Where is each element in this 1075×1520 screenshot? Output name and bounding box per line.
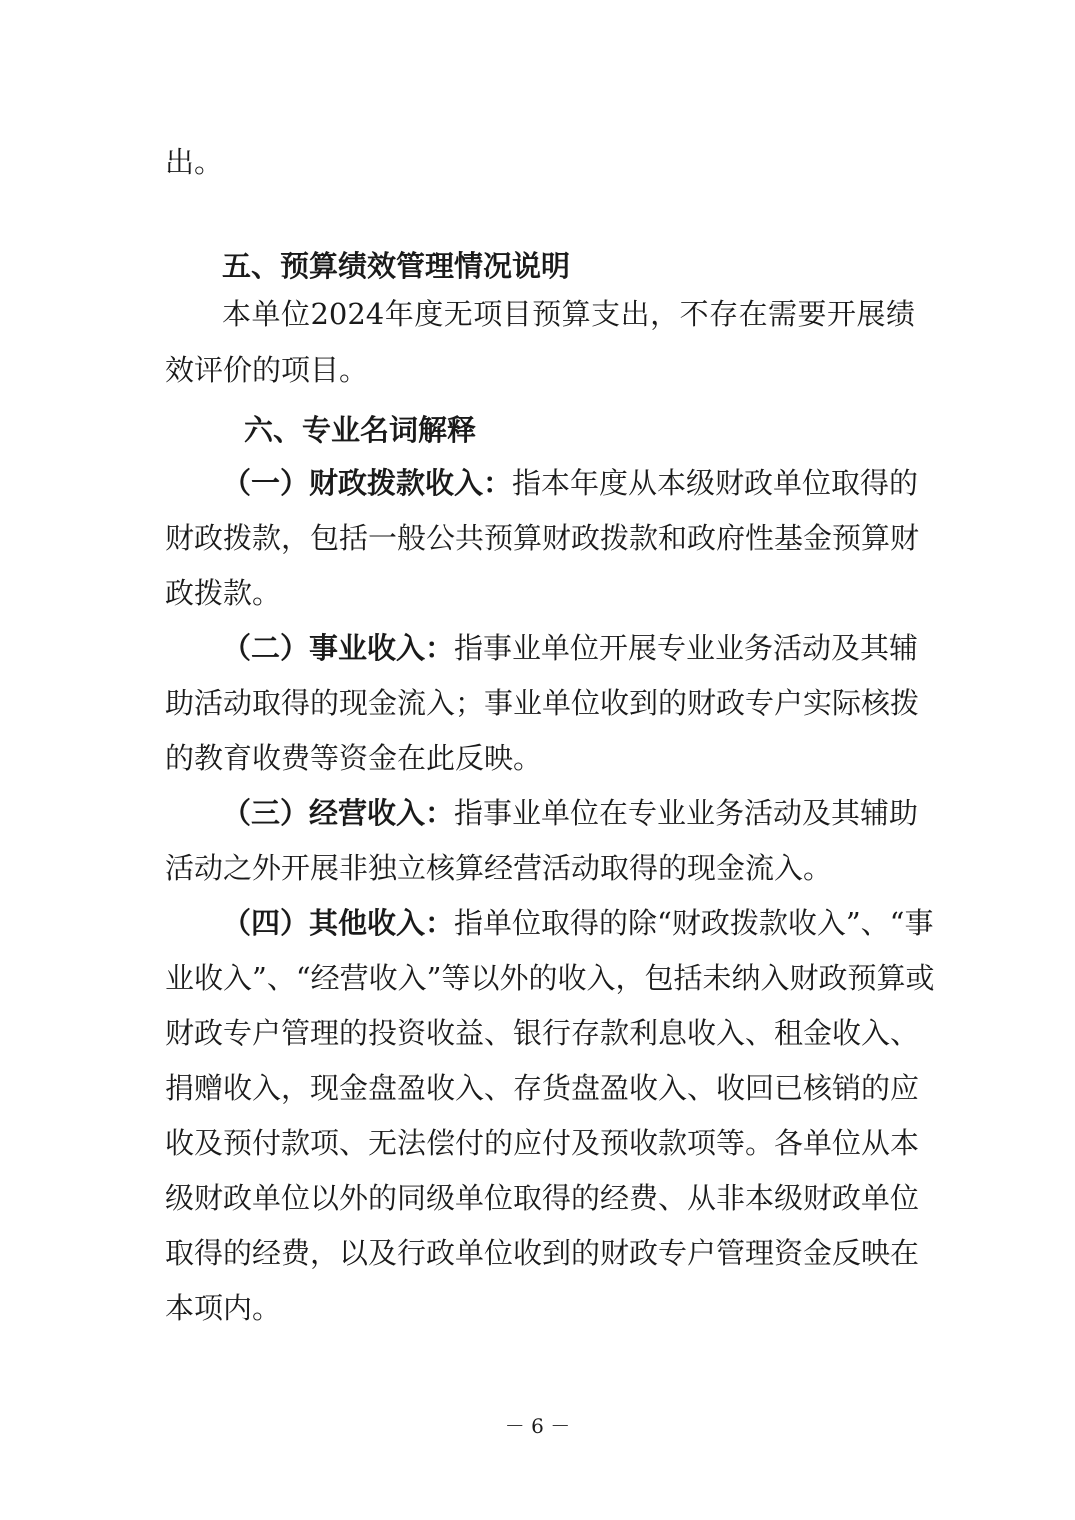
definition-item-4-line-8: 本项内。	[165, 1291, 282, 1325]
definition-item-4-line-4: 捐赠收入，现金盘盈收入、存货盘盈收入、收回已核销的应	[165, 1071, 920, 1105]
definition-item-4-line-2: 业收入”、“经营收入”等以外的收入，包括未纳入财政预算或	[165, 961, 935, 995]
definition-item-3-line-1	[222, 793, 919, 833]
definition-item-4-line-5: 收及预付款项、无法偿付的应付及预收款项等。各单位从本	[165, 1126, 920, 1160]
paragraph-continuation: 出。	[165, 145, 224, 179]
definition-item-2-line-2: 助活动取得的现金流入；事业单位收到的财政专户实际核拨	[165, 686, 920, 720]
definition-item-2-line-1	[222, 628, 919, 668]
definition-item-4-line-6: 级财政单位以外的同级单位取得的经费、从非本级财政单位	[165, 1181, 920, 1215]
definition-item-1-line-3: 政拨款。	[165, 576, 282, 610]
definition-item-4-line-3: 财政专户管理的投资收益、银行存款利息收入、租金收入、	[165, 1016, 920, 1050]
definition-text: 指本年度从本级财政单位取得的	[512, 466, 919, 500]
section-heading-6: 六、专业名词解释	[244, 413, 477, 447]
page-number: － 6 －	[504, 1414, 571, 1438]
definition-text: 指单位取得的除“财政拨款收入”、“事	[454, 906, 934, 940]
definition-item-4-line-7: 取得的经费，以及行政单位收到的财政专户管理资金反映在	[165, 1236, 920, 1270]
section-heading-5: 五、预算绩效管理情况说明	[222, 249, 571, 283]
definition-item-3-line-2: 活动之外开展非独立核算经营活动取得的现金流入。	[165, 851, 833, 885]
definition-term-4: （四）其他收入：	[222, 906, 455, 940]
definition-term-2: （二）事业收入：	[222, 631, 455, 665]
definition-text: 指事业单位开展专业业务活动及其辅	[454, 631, 919, 665]
definition-item-4-line-1	[222, 903, 934, 943]
definition-text: 指事业单位在专业业务活动及其辅助	[454, 796, 919, 830]
section5-line-1: 本单位2024年度无项目预算支出，不存在需要开展绩	[222, 297, 915, 331]
section5-line-2: 效评价的项目。	[165, 353, 369, 387]
definition-item-2-line-3: 的教育收费等资金在此反映。	[165, 741, 543, 775]
definition-term-3: （三）经营收入：	[222, 796, 455, 830]
definition-item-1-line-1	[222, 463, 919, 503]
definition-term-1: （一）财政拨款收入：	[222, 466, 513, 500]
definition-item-1-line-2: 财政拨款，包括一般公共预算财政拨款和政府性基金预算财	[165, 521, 920, 555]
